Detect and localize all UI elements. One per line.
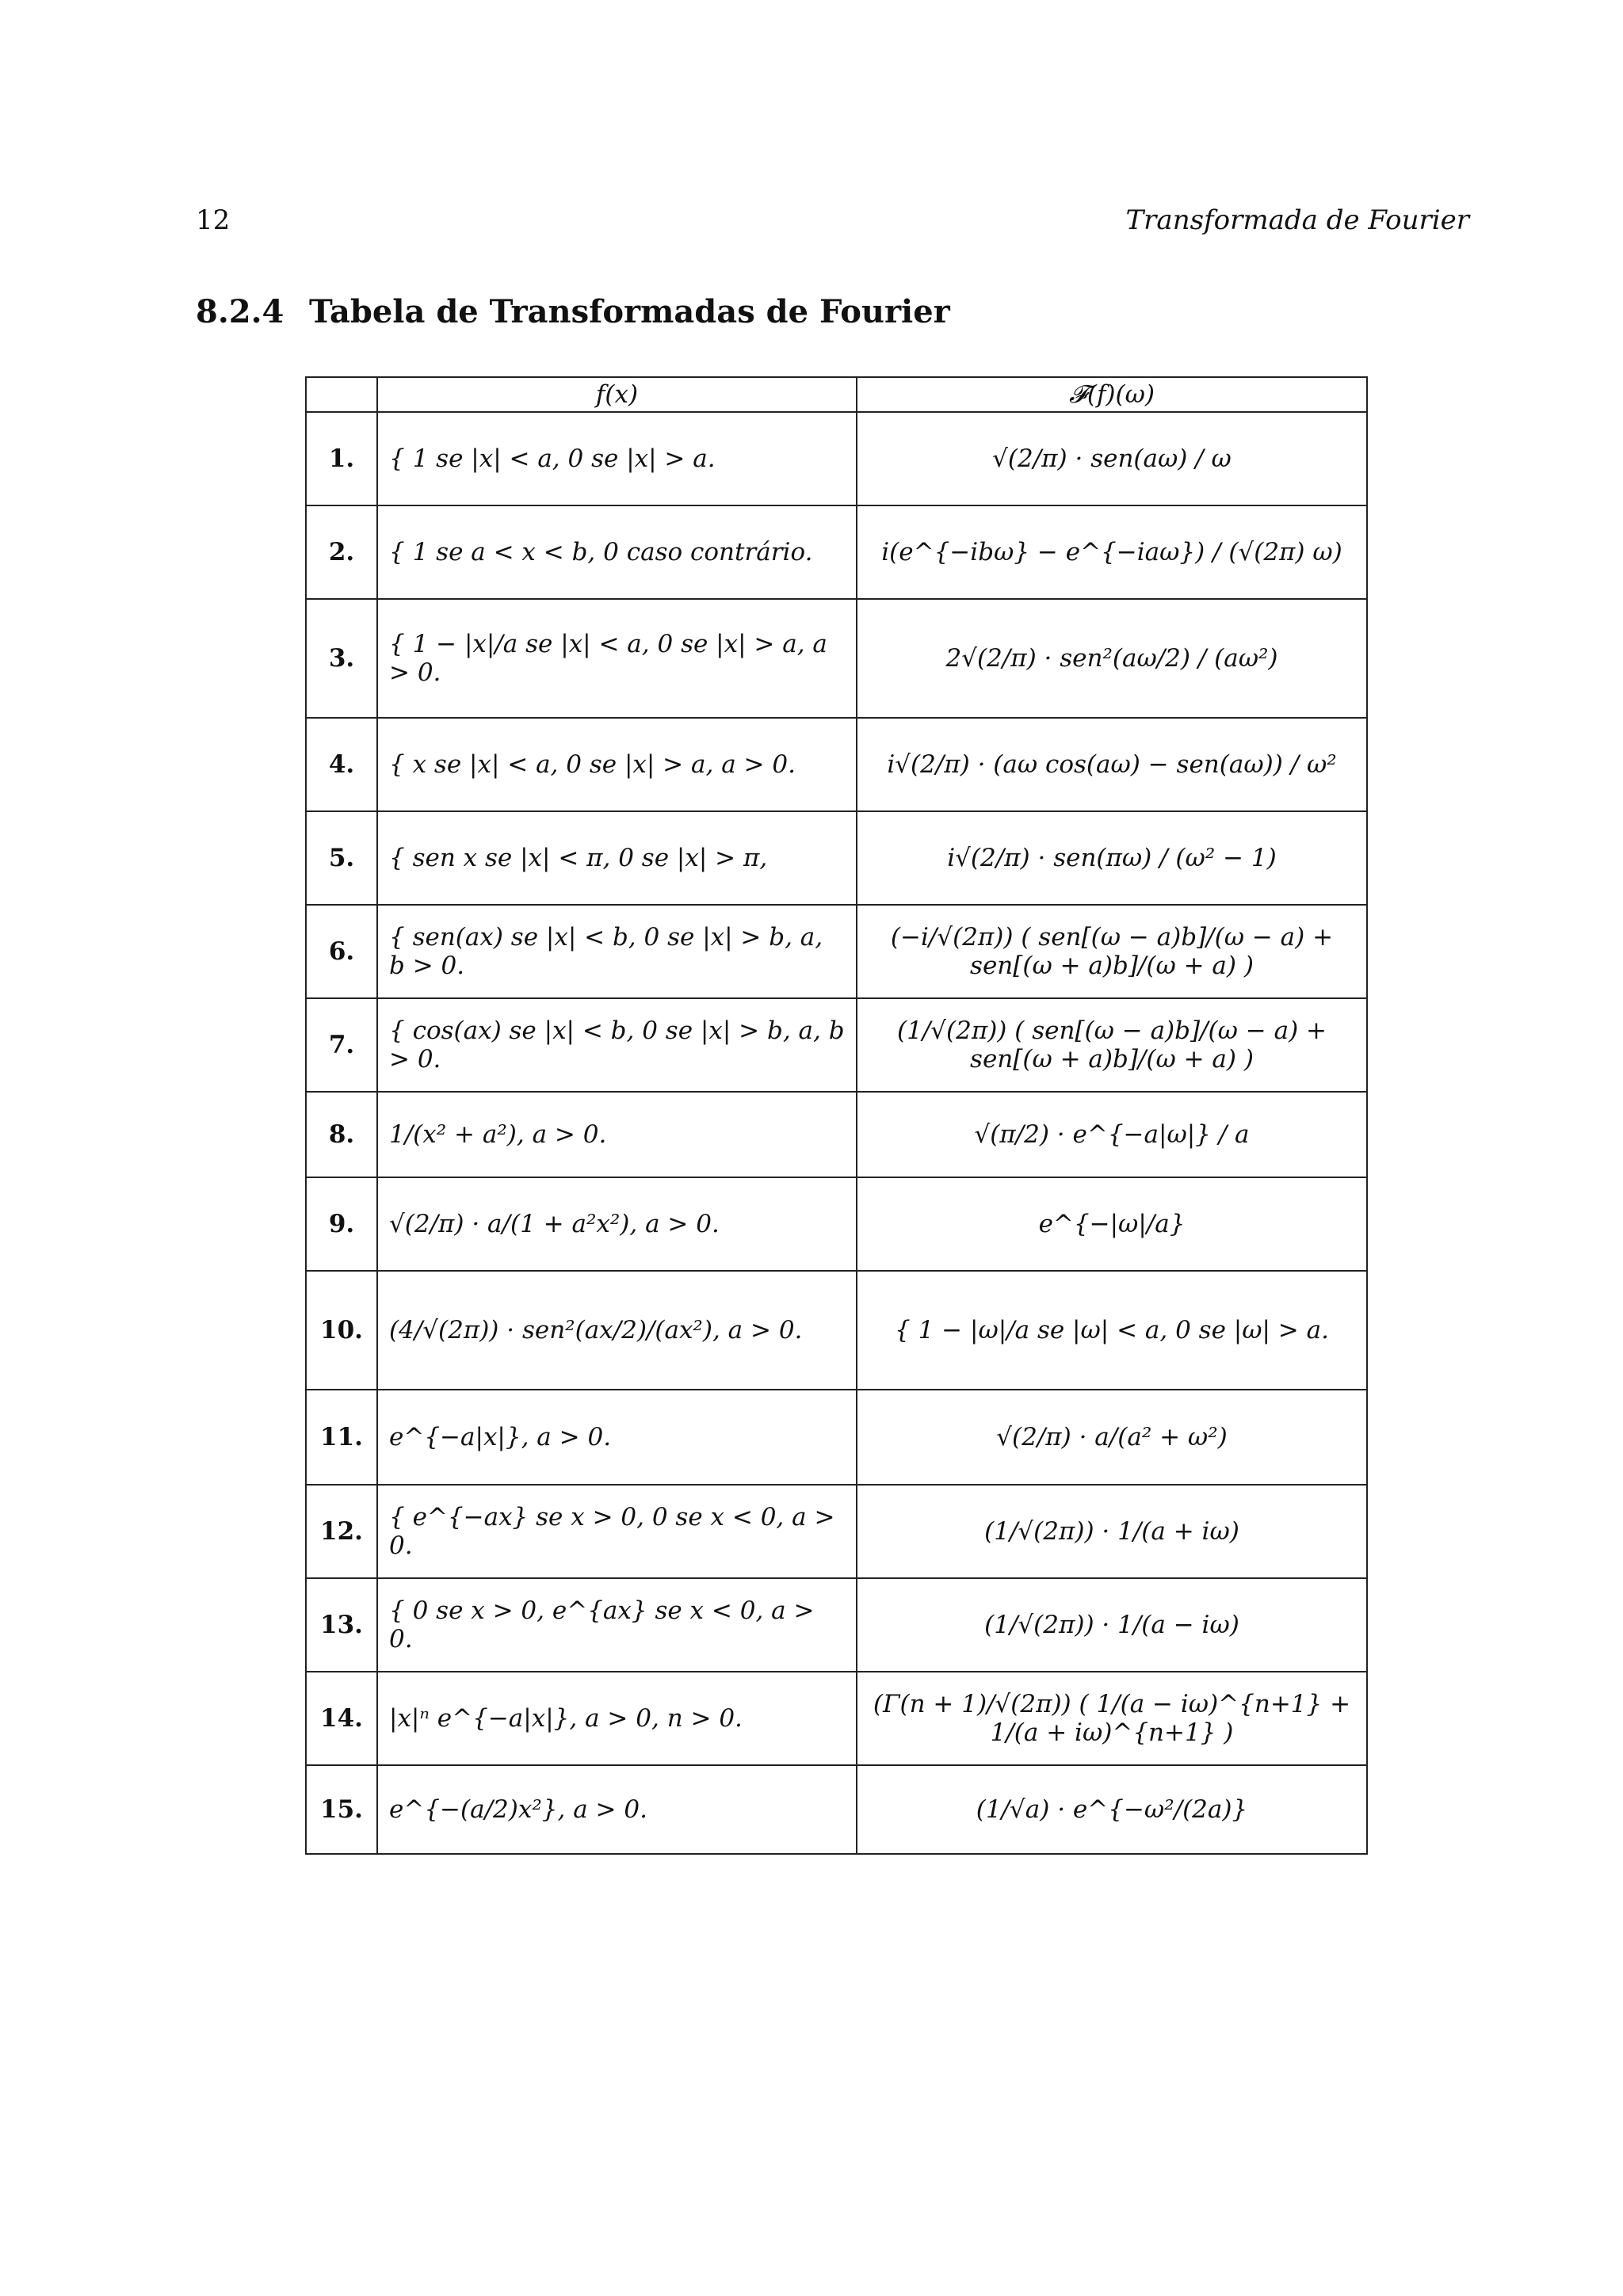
row-number: 8. [306, 1092, 377, 1177]
function-cell: { cos(ax) se |x| < b, 0 se |x| > b, a, b > 0. [377, 998, 857, 1092]
table-row [306, 1177, 1367, 1271]
fourier-transform-table [305, 376, 1368, 1855]
row-number: 11. [306, 1390, 377, 1485]
table-row [306, 1271, 1367, 1390]
transform-cell: √(π/2) · e^{−a|ω|} / a [857, 1092, 1367, 1177]
row-number: 3. [306, 599, 377, 718]
function-cell: (4/√(2π)) · sen²(ax/2)/(ax²), a > 0. [377, 1271, 857, 1390]
function-cell: { 1 se a < x < b, 0 caso contrário. [377, 505, 857, 599]
table-row [306, 998, 1367, 1092]
table-row [306, 1765, 1367, 1854]
row-number: 15. [306, 1765, 377, 1854]
transform-cell: √(2/π) · a/(a² + ω²) [857, 1390, 1367, 1485]
function-cell: { x se |x| < a, 0 se |x| > a, a > 0. [377, 718, 857, 811]
transform-cell: { 1 − |ω|/a se |ω| < a, 0 se |ω| > a. [857, 1271, 1367, 1390]
row-number: 6. [306, 905, 377, 998]
table-row [306, 905, 1367, 998]
table-header-row [306, 377, 1367, 412]
row-number: 4. [306, 718, 377, 811]
transform-cell: (1/√a) · e^{−ω²/(2a)} [857, 1765, 1367, 1854]
row-number: 10. [306, 1271, 377, 1390]
transform-cell: i(e^{−ibω} − e^{−iaω}) / (√(2π) ω) [857, 505, 1367, 599]
transform-cell: i√(2/π) · sen(πω) / (ω² − 1) [857, 811, 1367, 905]
table-row [306, 718, 1367, 811]
transform-cell: (−i/√(2π)) ( sen[(ω − a)b]/(ω − a) + sen[(ω + a)b]/(ω + a) ) [857, 905, 1367, 998]
transform-cell: e^{−|ω|/a} [857, 1177, 1367, 1271]
section-number: 8.2.4 [196, 293, 285, 330]
function-cell: { 1 se |x| < a, 0 se |x| > a. [377, 412, 857, 505]
function-cell: e^{−a|x|}, a > 0. [377, 1390, 857, 1485]
running-title: Transformada de Fourier [1125, 204, 1469, 236]
function-cell: |x|ⁿ e^{−a|x|}, a > 0, n > 0. [377, 1672, 857, 1765]
row-number: 1. [306, 412, 377, 505]
row-number: 5. [306, 811, 377, 905]
table-row [306, 1672, 1367, 1765]
row-number: 7. [306, 998, 377, 1092]
function-cell: { 0 se x > 0, e^{ax} se x < 0, a > 0. [377, 1578, 857, 1672]
table-row [306, 1578, 1367, 1672]
table-row [306, 412, 1367, 505]
function-cell: √(2/π) · a/(1 + a²x²), a > 0. [377, 1177, 857, 1271]
table-row [306, 599, 1367, 718]
table-row [306, 1485, 1367, 1578]
transform-cell: (1/√(2π)) ( sen[(ω − a)b]/(ω − a) + sen[(ω + a)b]/(ω + a) ) [857, 998, 1367, 1092]
transform-cell: (1/√(2π)) · 1/(a + iω) [857, 1485, 1367, 1578]
section-title: Tabela de Transformadas de Fourier [309, 293, 950, 330]
function-cell: { sen(ax) se |x| < b, 0 se |x| > b, a, b > 0. [377, 905, 857, 998]
function-cell: { 1 − |x|/a se |x| < a, 0 se |x| > a, a > 0. [377, 599, 857, 718]
header-transform: 𝓕(f)(ω) [857, 377, 1367, 412]
row-number: 12. [306, 1485, 377, 1578]
transform-cell: (Γ(n + 1)/√(2π)) ( 1/(a − iω)^{n+1} + 1/(a + iω)^{n+1} ) [857, 1672, 1367, 1765]
row-number: 9. [306, 1177, 377, 1271]
row-number: 2. [306, 505, 377, 599]
function-cell: { e^{−ax} se x > 0, 0 se x < 0, a > 0. [377, 1485, 857, 1578]
function-cell: { sen x se |x| < π, 0 se |x| > π, [377, 811, 857, 905]
header-function: f(x) [377, 377, 857, 412]
section-heading [196, 293, 950, 330]
table-row [306, 505, 1367, 599]
table-row [306, 1390, 1367, 1485]
function-cell: e^{−(a/2)x²}, a > 0. [377, 1765, 857, 1854]
header-index [306, 377, 377, 412]
transform-cell: √(2/π) · sen(aω) / ω [857, 412, 1367, 505]
transform-cell: (1/√(2π)) · 1/(a − iω) [857, 1578, 1367, 1672]
function-cell: 1/(x² + a²), a > 0. [377, 1092, 857, 1177]
row-number: 13. [306, 1578, 377, 1672]
table-row [306, 811, 1367, 905]
transform-cell: i√(2/π) · (aω cos(aω) − sen(aω)) / ω² [857, 718, 1367, 811]
row-number: 14. [306, 1672, 377, 1765]
page-number: 12 [196, 204, 231, 236]
table-row [306, 1092, 1367, 1177]
transform-cell: 2√(2/π) · sen²(aω/2) / (aω²) [857, 599, 1367, 718]
